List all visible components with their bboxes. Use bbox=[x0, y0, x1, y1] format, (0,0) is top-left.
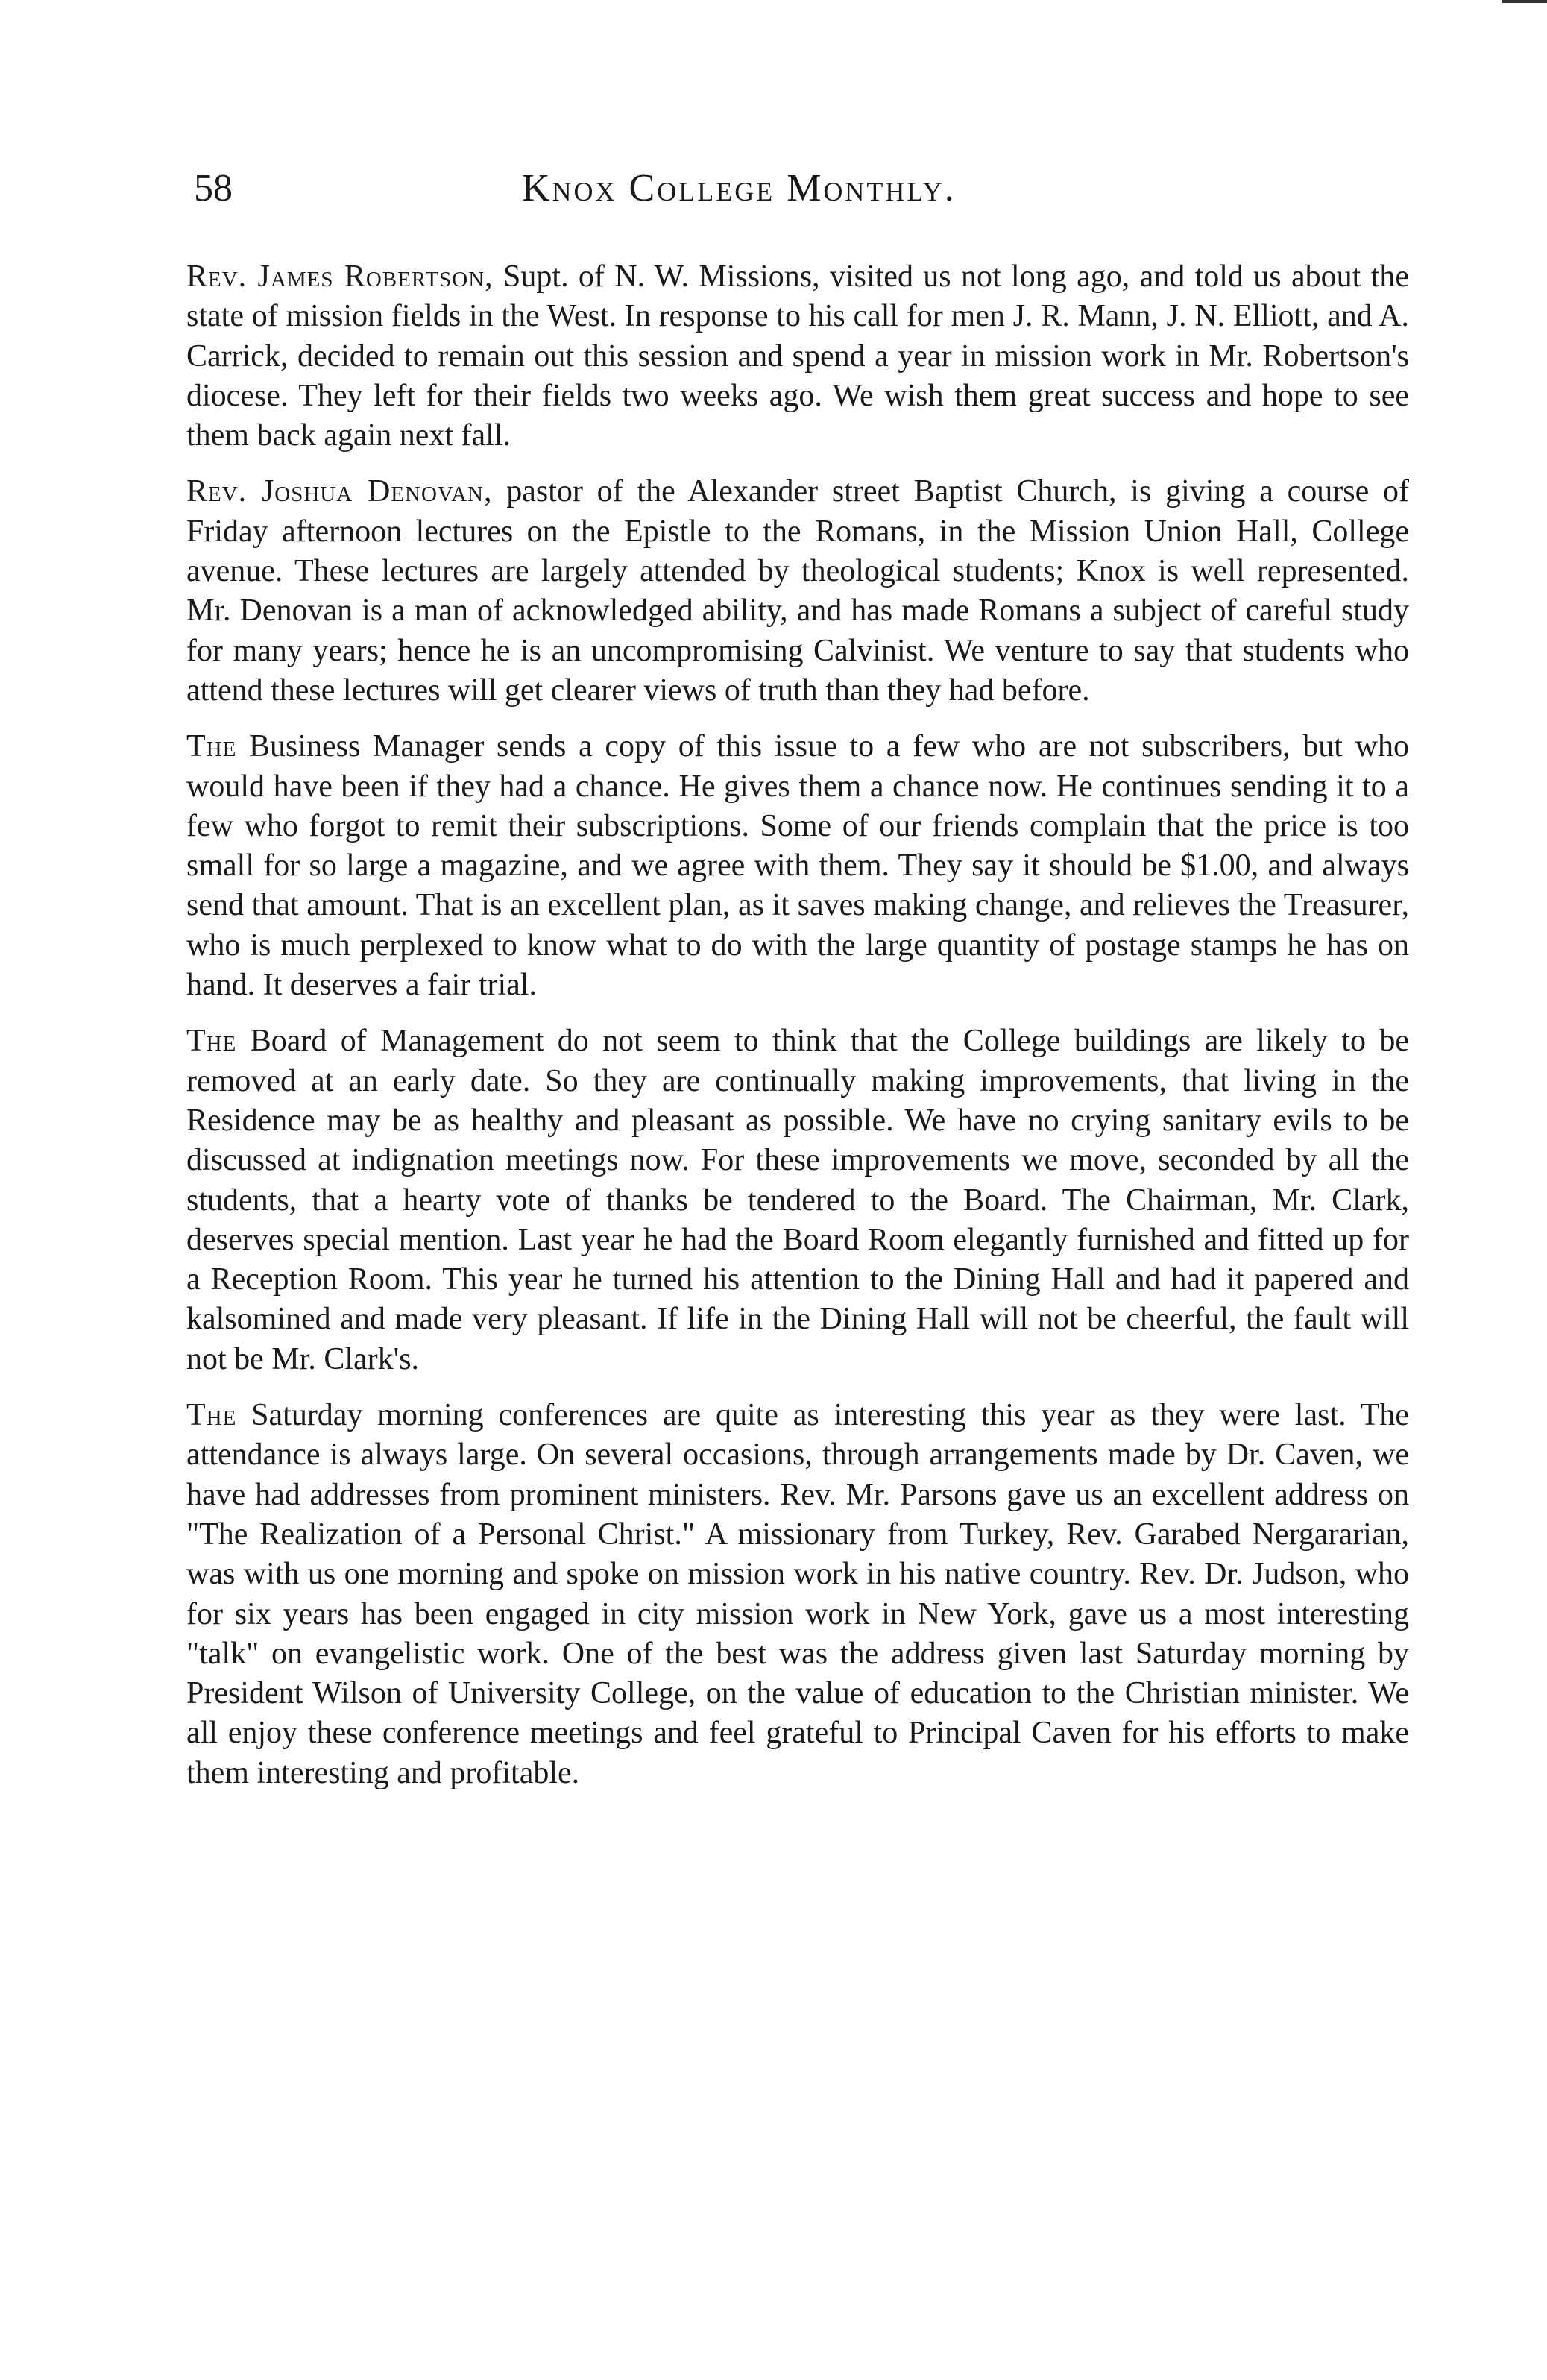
article-body bbox=[186, 257, 1409, 1810]
paragraph-text: Saturday morning conferences are quite as interesting this year as they were last. The attendance is always large. On several occasions, through arrangements made by Dr. Caven, we have had addresses from prominent ministers. Rev. Mr. Parsons gave us an excellent address on "The Realization of a Personal Christ." A missionary from Turkey, Rev. Garabed Nergararian, was with us one morning and spoke on mission work in his native country. Rev. Dr. Judson, who for six years has been engaged in city mission work in New York, gave us a most interesting "talk" on evangelistic work. One of the best was the address given last Saturday morning by President Wilson of University College, on the value of education to the Christian minister. We all enjoy these conference meetings and feel grateful to Principal Caven for his efforts to make them interesting and profitable. bbox=[186, 1398, 1409, 1790]
paragraph-robertson bbox=[186, 257, 1409, 456]
paragraph-business-manager bbox=[186, 727, 1409, 1005]
paragraph-text: pastor of the Alexander street Baptist Church, is giving a course of Friday afternoon lectures on the Epistle to the Romans, in the Mission Union Hall, College avenue. These lectures are largely attended by theological students; Knox is well represented. Mr. Denovan is a man of acknowledged ability, and has made Romans a subject of careful study for many years; hence he is an uncompromising Calvinist. We venture to say that students who attend these lectures will get clearer views of truth than they had before. bbox=[186, 474, 1409, 708]
paragraph-lead: The bbox=[186, 1398, 237, 1433]
paragraph-lead: The bbox=[186, 729, 237, 764]
paragraph-saturday-conferences bbox=[186, 1396, 1409, 1793]
paragraph-text: Business Manager sends a copy of this issue to a few who are not subscribers, but who would have been if they had a chance. He gives them a chance now. He continues sending it to a few who forgot to remit their subscriptions. Some of our friends complain that the price is too small for so large a magazine, and we agree with them. They say it should be $1.00, and always send that amount. That is an excellent plan, as it saves making change, and relieves the Treasurer, who is much perplexed to know what to do with the large quantity of postage stamps he has on hand. It deserves a fair trial. bbox=[186, 729, 1409, 1003]
top-edge-rule bbox=[1502, 0, 1547, 3]
paragraph-lead: Rev. Joshua Denovan, bbox=[186, 474, 493, 509]
running-title: Knox College Monthly. bbox=[522, 167, 957, 210]
paragraph-text: Board of Management do not seem to think that the College buildings are likely to be removed at an early date. So they are continually making improvements, that living in the Residence may be as healthy and pleasant as possible. We have no crying sanitary evils to be discussed at indignation meetings now. For these improvements we move, seconded by all the students, that a hearty vote of thanks be tendered to the Board. The Chairman, Mr. Clark, deserves special mention. Last year he had the Board Room elegantly furnished and fitted up for a Reception Room. This year he turned his attention to the Dining Hall and had it papered and kalsomined and made very pleasant. If life in the Dining Hall will not be cheerful, the fault will not be Mr. Clark's. bbox=[186, 1024, 1409, 1376]
paragraph-lead: Rev. James Robertson, bbox=[186, 259, 494, 294]
paragraph-lead: The bbox=[186, 1024, 237, 1059]
paragraph-board-of-management bbox=[186, 1021, 1409, 1379]
paragraph-denovan bbox=[186, 472, 1409, 711]
page-number: 58 bbox=[194, 167, 233, 210]
paragraph-text: Supt. of N. W. Missions, visited us not long ago, and told us about the state of mission fields in the West. In response to his call for men J. R. Mann, J. N. Elliott, and A. Carrick, decided to remain out this session and spend a year in mission work in Mr. Robertson's diocese. They left for their fields two weeks ago. We wish them great success and hope to see them back again next fall. bbox=[186, 259, 1409, 453]
page-header bbox=[194, 163, 1461, 215]
